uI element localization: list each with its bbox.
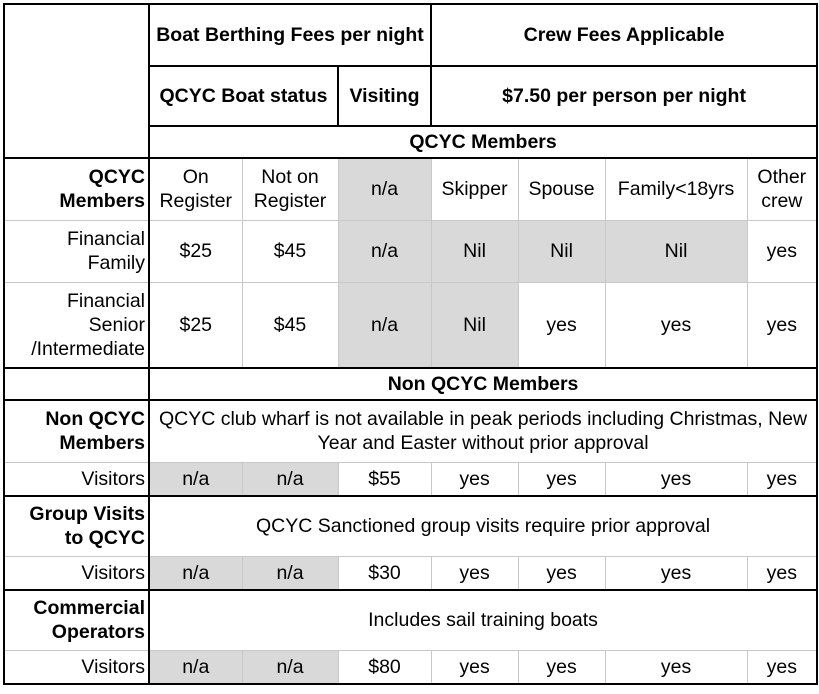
qcyc-boat-status-header: QCYC Boat status [149, 66, 338, 126]
category-label: Commercial Operators [4, 590, 149, 650]
col-header: Skipper [431, 158, 518, 220]
berthing-fees-header: Boat Berthing Fees per night [149, 4, 431, 66]
table-cell: n/a [149, 556, 242, 590]
col-header: Family<18yrs [605, 158, 747, 220]
table-cell: n/a [338, 220, 431, 282]
table-cell: yes [518, 650, 605, 684]
table-cell: n/a [242, 462, 338, 496]
row-label: Financial Family [4, 220, 149, 282]
row-label-qcyc-members: QCYC Members [4, 158, 149, 220]
table-cell: $55 [338, 462, 431, 496]
table-cell: Nil [431, 282, 518, 368]
table-cell: yes [747, 462, 817, 496]
table-cell: yes [518, 462, 605, 496]
table-cell: Nil [431, 220, 518, 282]
col-header: On Register [149, 158, 242, 220]
category-note: QCYC Sanctioned group visits require prior approval [149, 496, 817, 556]
table-cell: yes [518, 282, 605, 368]
col-header: Other crew [747, 158, 817, 220]
table-cell: yes [747, 282, 817, 368]
table-cell: n/a [242, 650, 338, 684]
table-cell: n/a [149, 650, 242, 684]
section-non-qcyc-members: Non QCYC Members [149, 368, 817, 400]
table-cell: yes [605, 650, 747, 684]
col-header: Not on Register [242, 158, 338, 220]
table-cell: $80 [338, 650, 431, 684]
table-cell: yes [747, 556, 817, 590]
row-label: Financial Senior /Intermediate [4, 282, 149, 368]
table-cell: yes [605, 556, 747, 590]
col-header: Spouse [518, 158, 605, 220]
table-cell: yes [605, 282, 747, 368]
row-label: Visitors [4, 556, 149, 590]
crew-fees-header: Crew Fees Applicable [431, 4, 817, 66]
table-cell: yes [518, 556, 605, 590]
table-cell: $45 [242, 220, 338, 282]
table-cell: n/a [338, 282, 431, 368]
table-cell: $25 [149, 282, 242, 368]
category-note: QCYC club wharf is not available in peak periods including Christmas, New Year and Easter without prior approval [149, 400, 817, 462]
table-cell: $30 [338, 556, 431, 590]
table-cell: Nil [518, 220, 605, 282]
table-cell: Nil [605, 220, 747, 282]
category-label: Group Visits to QCYC [4, 496, 149, 556]
table-cell: yes [747, 650, 817, 684]
table-cell: yes [605, 462, 747, 496]
corner-cell [4, 4, 149, 158]
col-header: n/a [338, 158, 431, 220]
table-cell: n/a [242, 556, 338, 590]
crew-rate: $7.50 per person per night [431, 66, 817, 126]
table-cell: $25 [149, 220, 242, 282]
row-label: Visitors [4, 462, 149, 496]
category-note: Includes sail training boats [149, 590, 817, 650]
table-cell: n/a [149, 462, 242, 496]
empty-cell [4, 368, 149, 400]
row-label: Visitors [4, 650, 149, 684]
table-cell: yes [431, 556, 518, 590]
category-label: Non QCYC Members [4, 400, 149, 462]
section-qcyc-members: QCYC Members [149, 126, 817, 158]
table-cell: yes [747, 220, 817, 282]
table-cell: $45 [242, 282, 338, 368]
table-cell: yes [431, 462, 518, 496]
visiting-header: Visiting [338, 66, 431, 126]
table-cell: yes [431, 650, 518, 684]
fees-table [3, 3, 818, 685]
